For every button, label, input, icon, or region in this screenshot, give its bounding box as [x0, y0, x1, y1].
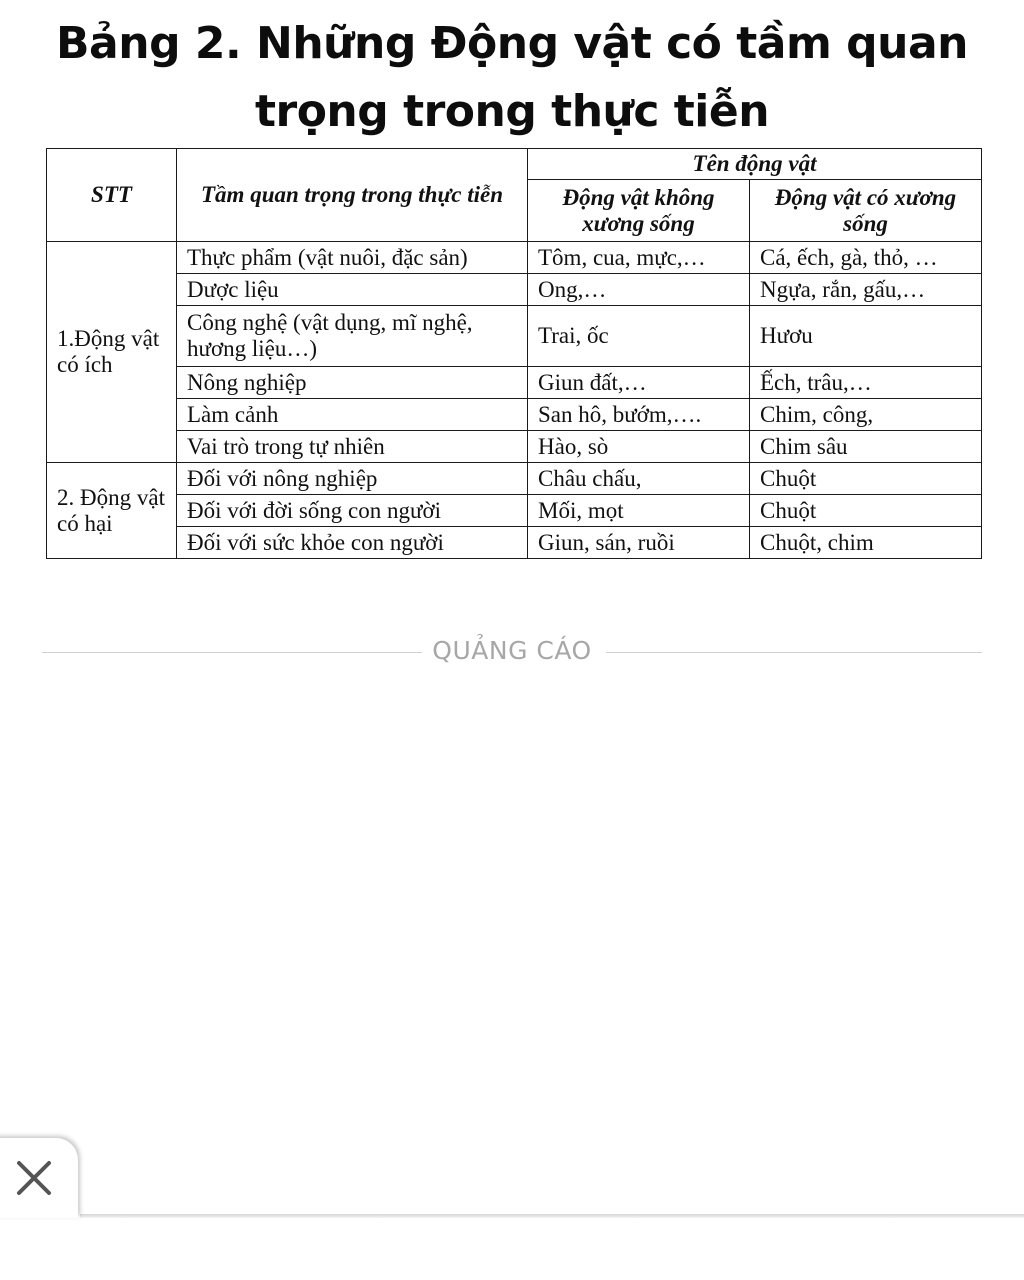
importance-cell: Công nghệ (vật dụng, mĩ nghệ, hương liệu…) [177, 306, 528, 367]
invertebrates-cell: Giun, sán, ruồi [528, 527, 750, 559]
table-row [47, 367, 982, 399]
table-row [47, 306, 982, 367]
invertebrates-cell: Giun đất,… [528, 367, 750, 399]
header-vertebrates: Động vật có xương sống [750, 180, 982, 242]
importance-cell: Đối với đời sống con người [177, 495, 528, 527]
vertebrates-cell: Chim, công, [750, 399, 982, 431]
bottom-ad-bar [80, 1214, 1024, 1218]
vertebrates-cell: Ếch, trâu,… [750, 367, 982, 399]
invertebrates-cell: Hào, sò [528, 431, 750, 463]
category-useful: 1.Động vật có ích [47, 242, 177, 463]
vertebrates-cell: Chuột [750, 463, 982, 495]
vertebrates-cell: Chim sâu [750, 431, 982, 463]
table-row [47, 463, 982, 495]
header-invertebrates: Động vật không xương sống [528, 180, 750, 242]
ad-label: QUẢNG CÁO [432, 636, 592, 665]
close-icon [16, 1160, 52, 1196]
table-row [47, 495, 982, 527]
importance-cell: Làm cảnh [177, 399, 528, 431]
header-importance: Tầm quan trọng trong thực tiễn [177, 149, 528, 242]
invertebrates-cell: Ong,… [528, 274, 750, 306]
animals-table-container [46, 148, 982, 559]
invertebrates-cell: Trai, ốc [528, 306, 750, 367]
importance-cell: Thực phẩm (vật nuôi, đặc sản) [177, 242, 528, 274]
invertebrates-cell: Mối, mọt [528, 495, 750, 527]
category-harmful: 2. Động vật có hại [47, 463, 177, 559]
ad-divider-line-right [606, 652, 982, 653]
vertebrates-cell: Cá, ếch, gà, thỏ, … [750, 242, 982, 274]
importance-cell: Nông nghiệp [177, 367, 528, 399]
ad-divider-line-left [42, 652, 422, 653]
ad-divider [42, 630, 982, 670]
importance-cell: Vai trò trong tự nhiên [177, 431, 528, 463]
animals-table [46, 148, 982, 559]
importance-cell: Đối với nông nghiệp [177, 463, 528, 495]
close-ad-button[interactable] [0, 1138, 78, 1218]
header-animal-names: Tên động vật [528, 149, 982, 180]
table-row [47, 431, 982, 463]
vertebrates-cell: Hươu [750, 306, 982, 367]
table-row [47, 399, 982, 431]
table-row [47, 527, 982, 559]
vertebrates-cell: Chuột [750, 495, 982, 527]
invertebrates-cell: San hô, bướm,…. [528, 399, 750, 431]
table-row [47, 274, 982, 306]
vertebrates-cell: Chuột, chim [750, 527, 982, 559]
header-stt: STT [47, 149, 177, 242]
invertebrates-cell: Tôm, cua, mực,… [528, 242, 750, 274]
table-row [47, 242, 982, 274]
page-title: Bảng 2. Những Động vật có tầm quan trọng trong thực tiễn [56, 18, 968, 137]
importance-cell: Dược liệu [177, 274, 528, 306]
importance-cell: Đối với sức khỏe con người [177, 527, 528, 559]
vertebrates-cell: Ngựa, rắn, gấu,… [750, 274, 982, 306]
invertebrates-cell: Châu chấu, [528, 463, 750, 495]
